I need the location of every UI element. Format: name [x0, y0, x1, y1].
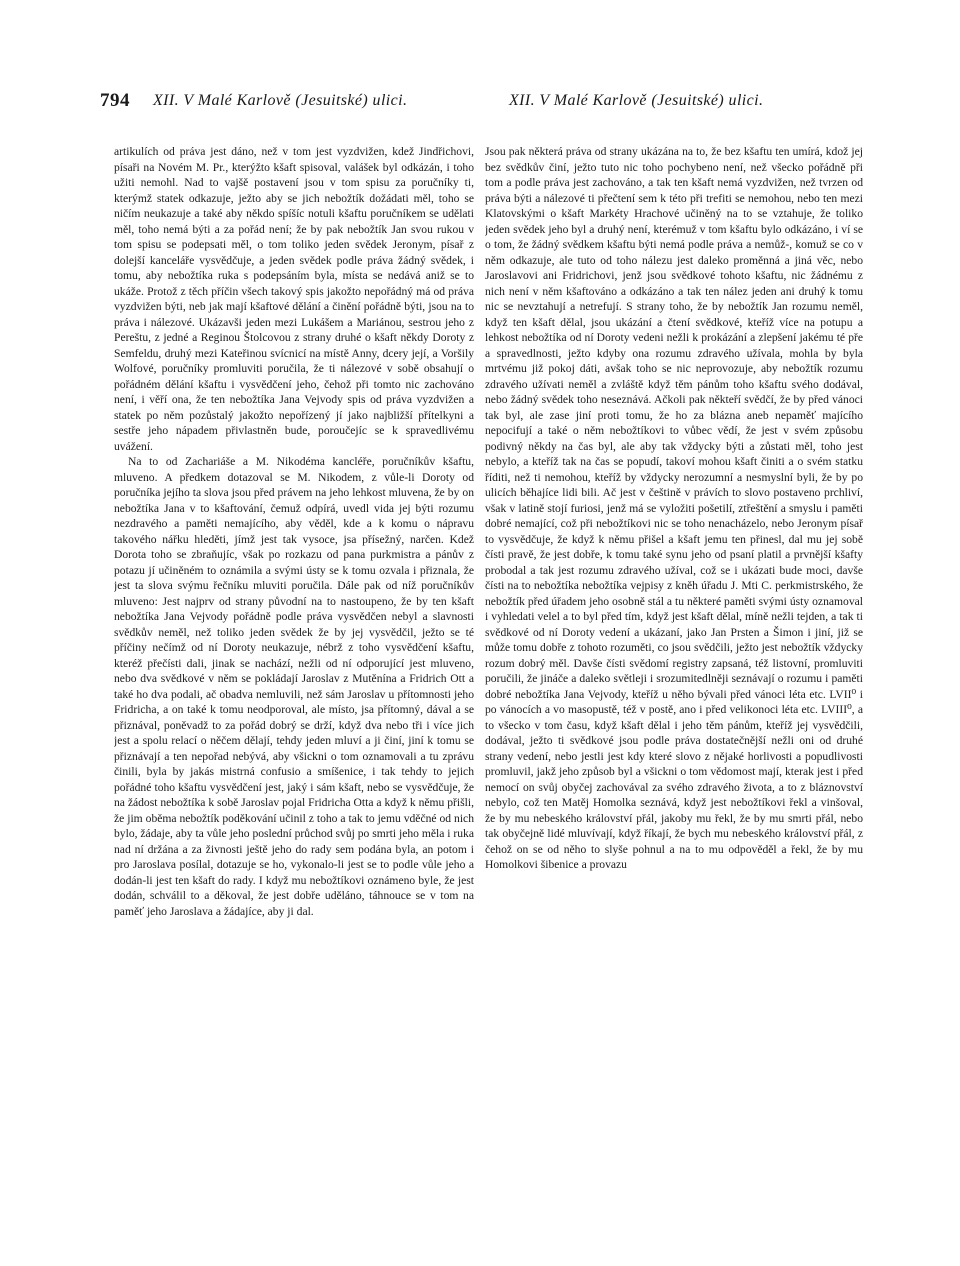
running-head-left: XII. V Malé Karlově (Jesuitské) ulici. — [153, 92, 408, 109]
running-head-right: XII. V Malé Karlově (Jesuitské) ulici. — [509, 92, 764, 109]
left-column — [114, 144, 474, 1224]
right-column — [485, 144, 863, 1224]
paragraph: Na to od Zachariáše a M. Nikodéma kancléře, poručníkův kšaftu, mluveno. A předkem dotazoval se M. Nikodem, z vůle-li Doroty od poručníka jejího ta slova jsou před právem na jeho lehkost mluvena, že by on nebožtíka Jana v to kšaftování, čemuž odpírá, uvedl vida jej býti rozumu nezdravého a paměti nemajícího, aby věděl, kde a k komu o nápravu takového nářku hleděti, jímž jest tak vysoce, jsa přísežný, narčen. Kdež Dorota toho se zbraňujíc, však po rozkazu od pana purkmistra a pánův z potazu jí učiněném to oznámila a svými ústy se k tomu ozvala i přiznala, že jest ta slova svýmu řečníku mluviti poručila. Dále pak od níž poručníkův mluveno: Jest najprv od strany původní na to nastoupeno, že by ten kšaft nebožtíka Jana Vejvody pořádně podle práva vysvědčen nebyl a slavnosti svědkův neměl, než toliko jeden svědek že by jej vysvědčil, ježto se té příčiny nečímž od ní Doroty neukazuje, nébrž z toho vysvědčení kšaftu, kteréž přečísti dali, jinak se nachází, nežli od ní odporující jest mluveno, nebo dva svědkové v něm se pokládají Jaroslav z Mutěnína a Fridrich Ott a také ho dva podali, ač obadva nemluvili, než sám Jaroslav u přítomnosti jeho Fridricha, a on také k tomu neodporoval, ale místo, jsa přítomný, dával a se přiznával, poněvadž to za pořád dobrý se drží, když dva nebo tři i více jich jest a spolu relací o něčem dělají, tehdy jeden mluví a ji činí, jiní k tomu se přiznávají a ten nepořad nebývá, aby všickni o tom oznamovali a tu zprávu činili, byla by jakás mistrná confusio a smíšenice, i tak tehdy to jejich pořádné toho kšaftu vysvědčení jest, jaký i sám kšaft, nebo se vysvědčuje, že na žádost nebožtíka k sobě Jaroslav pojal Fridricha Otta a když k němu přišli, že jim oběma nebožtík poděkování učinil z toho a tak to jemu vděčné od nich bylo, žádaje, aby ta vůle jeho poslední průchod svůj po smrti jeho měla i ruka nad ní držána a za živnosti ještě jeho do rady sem podána byla, an potom i pro Jaroslava posílal, dotazuje se ho, vykonalo-li jest se to podle vůle jeho a dodán-li jest ten kšaft do rady. I když mu nebožtíkovi oznámeno byle, že jest dodán, schválil to a děkoval, že jest dobře uděláno, táhnouce se v tom na paměť jeho Jaroslava a žádajíce, aby ji dal. — [114, 455, 474, 918]
paragraph: Jsou pak některá práva od strany ukázána na to, že bez kšaftu ten umírá, kdož jej bez svědkův činí, ježto tuto nic toho pochybeno není, než všecko pořádně při tom a podle práva jest zachováno, a tak ten kšaft nemá vyzdvižen, než tvrzen od práva býti a nálezové ti přečtení sem k této při trefiti se nemohou, nebo ten mezi Klatovskými o kšaft Markéty Hrachové učiněný na to se vztahuje, že toliko jeden svědek jeho byl a druhý není, kterémuž v tom kšaftu bylo odkázáno, i ví se o tom, že žádný svědkem kšaftu býti nemá podle práva a nemůž-, komuž se co v něm odkazuje, ale tuto od toho nálezu jest dalekо proměnná a jiná věc, nebo Jaroslavovi ani Fridrichovi, jenž jsou svědkové tohoto kšaftu, nic žádnému z nich není v něm kšaftováno a odkázáno a tak ten nález jeden ani druhý k tomu nic se nevztahují a netrefují. S strany toho, že by nebožtík Jan rozumu neměl, když ten kšaft dělal, jsou ukázání a čtení svědkové, kteříž více na potupu a lehkost nebožtíka od ní Doroty vedeni nežli k prokázání a zlepšení jakému té pře a spravedlnosti, ježto kdyby ona rozumu zdravého užívala, mohla by byla mrtvému již pokoj dáti, avšak toho se nic neprovozuje, aby nebožtík rozumu zdravého užívati neměl a zvláště když těm pánům toho kšaftu svého dodával, nebo žádný svědek toho neseznává. Ačkoli pak někteří svědčí, že by před vánoci tak byl, ale zase jiní proti tomu, že ho za blázna aneb nepaměť majícího nepocifují a také o něm nebožtíkovi to vůbec vědí, že jest v svém způsobu podivný někdy na čas byl, ale aby tak vždycky býti a zůstati měl, toho jest nebylo, a kteříž tak na čas se popudí, takoví mohou kšaft činiti a o svém statku říditi, než ti nemohou, kteříž by vždycky nerozumní a nesmyslní byli, že by po ulicích běhajíce lidi bili. Ač jest v češtině v právích to slovo postaveno prchliví, však v latině stojí furiosi, jenž má se vyložiti pošetilí, ztřeštění a smyslu i paměti dobré nemající, což při nebožtíkovi nic se toho nenacházelo, nebo Jeronym písař to vysvědčuje, že když k němu přišel a kšaft jemu ten přinesl, dal mu jej sobě čísti pravě, že jest dobře, k tomu také synu jeho od psaní platil a prvnější kšafty probodal a tak jest rozumu zdravého užíval, což se i ukázati bude moci, davše čísti na to nebožtíka nebožtíka vejpisy z kněh úřadu J. Mti C. perkmistrského, že nebožtík před úřadem jeho osobně stál a tu některé paměti svými ústy oznamoval i vyhledati velel a to byl před tím, když jest kšaft dělal, míně nežli tejden, a tak ti svědkové od ní Doroty vedení a ukázaní, jako Jan Prsten a Šimon i jiní, již se může tomu dobře z tohoto rozuměti, co jsou svědčili, ježto jest nebožtík vždycky rozum dobrý měl. Davše čísti svědomí registry zapsaná, též listovní, promluviti poručili, že jináče a daleko světleji i srozumitedlněji seznávají o rozumu i paměti dobré nebožtíka Jana Vejvody, kteříž u něho bývali před vánoci léta etc. LVII⁰ i po vánocích a vo masopustě, též v postě, ano i před velikonoci léta etc. LVIII⁰, a to všecko v tom času, když kšaft dělal i jeho těm pánům, kteříž jej vysvědčili, dodával, ježto ti svědkové jsou podle práva dostatečnější nežli oni od druhé strany vedení, nebo jestli jest kdy které slovo z nějaké horlivosti a popudlivosti promluvil, jakž jeho způsob byl a všickni o tom vědomost mají, kterak jest i před nemocí on svůj obyčej zachovával za svého zdravého života, a to z bláznovství nebylo, což ten Matěj Homolka seznává, když jest nebožtíkovi řekl a vinšoval, že by mu nebeského království přál, jakoby mu řekl, že by mu smrti přál, nebo tak obyčejně lidé mluvívají, když říkají, že bych mu nebeského království přál, z čehož on se od něho to slyše pohnul a na to mu odpověděl a řekl, že by mu Homolkovi šibenice a provazu — [485, 145, 863, 871]
paragraph: artikulích od práva jest dáno, než v tom jest vyzdvižen, kdež Jindřichovi, písaři na Novém M. Pr., kterýžto kšaft spisoval, valášek byl odkázán, i toho užiti nemohl. Nad to vajšě postavení jsou v tom spisu za poručníky ti, kterýmž statek odkazuje, ježto aby se jich nebožtík dožádati měl, toho se ničím neukazuje a také aby někdo spíšíc notuli kšaftu poručníkem se udělati měl, toho nemá býti a za pořád není; že by pak nebožtík Jan svou rukou v tom spisu se podepsati měl, o tom toliko jeden svědek Jeronym, písař z dolejší kanceláře vysvědčuje, a jeden svědek podle práva žádný svědek, i tomu, aby nebožtíka ruka s podepsáním byla, místa se nedává aniž se to ukáže. Protož z těch příčin všech takový spis jakožto nepořádný má od práva vyzdvižen býti, neb jak mají kšaftové dělání a činění pořádně býti, jsou na to práva i nálezové. Ukázavši jeden mezi Lukášem a Mariánou, sestrou jeho z Pereštu, z jedné a Reginou Štolcovou z strany druhé o kšaft někdy Doroty z Semfeldu, druhý mezi Kateřinou svícnicí na místě Anny, dcery její, a Voršily Wolfové, poručníky promluviti poručila, že ti nálezové v sobě obsahují o pořádném dělání kšaftu i vysvědčení jeho, čehož při tomto nic zachováno není, i věří ona, že ten nebožtíka Jana Vejvody spis od práva vyzdvižen a statek po něm pozůstalý jakožto nepořízený jí jako najbližší přítelkyni a sestře jeho nápadem přivlastněn bude, poroučejíc se k spravedlivému uvážení. — [114, 145, 474, 453]
page-header — [0, 90, 960, 116]
page-number: 794 — [100, 90, 130, 111]
